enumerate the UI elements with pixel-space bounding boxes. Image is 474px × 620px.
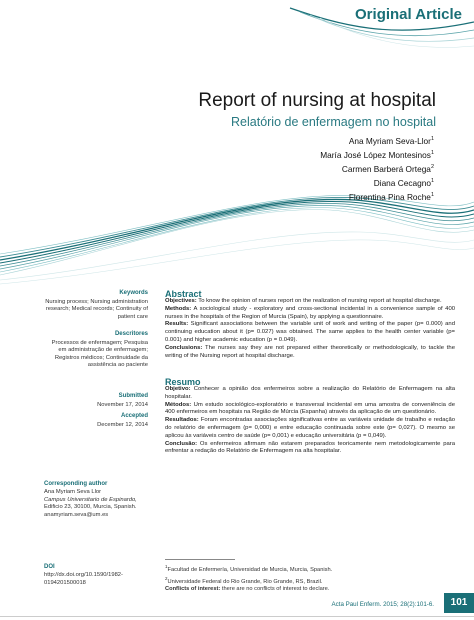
doi-link[interactable] — [44, 572, 123, 587]
author-entry — [320, 133, 434, 147]
keywords-line: patient care — [117, 313, 148, 320]
keywords-heading: Keywords — [119, 290, 148, 296]
corresponding-author-details — [44, 489, 137, 519]
methods-label: Methods: — [165, 305, 192, 312]
results-label: Results: — [165, 321, 189, 328]
conflicts-label: Conflicts of interest: — [165, 586, 221, 593]
abstract-conclusions — [165, 345, 455, 361]
article-type-label: Original Article — [355, 6, 462, 23]
page-number: 101 — [444, 593, 474, 613]
footnote-item — [165, 563, 332, 575]
author-name: Ana Myriam Seva-Llor — [348, 135, 431, 146]
footnote-divider — [165, 559, 235, 560]
doi-heading: DOI — [44, 564, 55, 570]
resumo-body — [165, 386, 455, 456]
descritores-line: Registros médicos; Continuidade da — [54, 354, 148, 361]
descritores-heading: Descritores — [114, 331, 148, 337]
objectives-label: Objectives: — [165, 298, 197, 304]
resumo-conclusao — [165, 441, 455, 457]
resumo-heading: Resumo — [165, 377, 201, 387]
abstract-heading: Abstract — [165, 289, 202, 299]
abstract-methods — [165, 306, 455, 322]
submitted-date: November 17, 2014 — [97, 401, 148, 408]
descritores-line: assistência ao paciente — [87, 362, 148, 368]
footnotes — [165, 563, 332, 594]
submitted-block — [6, 393, 148, 409]
conclusao-text: Os enfermeiros afirmam não estarem preparados teoricamente nem metodologicamente para enfrentar a redação do Relatório de Enfermagem na alta hospitalar. — [165, 440, 455, 455]
conclusions-label: Conclusions: — [165, 344, 203, 351]
author-name: Carmen Barberá Ortega — [341, 163, 431, 174]
objetivo-text: Conhecer a opinião dos enfermeiros sobre a realização do Relatório de Enfermagem na alta hospitalar. — [165, 386, 455, 400]
article-title: Report of nursing at hospital — [198, 90, 436, 111]
doi-line: 0194201500018 — [44, 579, 86, 586]
resultados-text: Foram encontradas associações significativas entre as variáveis unidade de trabalho e redação do relatório de enfermagem (p= 0,000) e entre educação continuada sobre este (p= 0,027). O mesmo se aplicou às variáveis centro de saúde (p= 0,001) e educação universitária (p = 0,049). — [165, 417, 455, 439]
metodos-text: Um estudo sociológico-exploratório e transversal incidental em uma amostra de conveniência de 400 enfermeiros em hospitais na Região de Múrcia (Espanha) através da aplicação de um questionário. — [165, 401, 455, 416]
corresponding-line: Campus Universitario de Espinardo, — [44, 496, 137, 503]
resultados-label: Resultados: — [165, 417, 199, 424]
submitted-heading: Submitted — [118, 393, 148, 399]
author-entry — [320, 147, 434, 161]
affiliation-marker: 1 — [430, 191, 434, 198]
author-name: María José López Montesinos — [320, 149, 431, 160]
corresponding-line: Edificio 23, 30100, Murcia, Spanish. — [44, 504, 137, 511]
footnote-text: Universidade Federal do Rio Grande, Rio Grande, RS, Brazil. — [167, 578, 323, 585]
resumo-objetivo — [165, 386, 455, 402]
doi-line: http://dx.doi.org/10.1590/1982- — [44, 572, 123, 578]
footnote-marker: 2 — [165, 575, 168, 581]
author-entry — [320, 189, 434, 203]
author-list — [320, 133, 434, 203]
affiliation-marker: 1 — [430, 136, 434, 142]
results-text: Significant associations between the variable unit of work and writing of the paper (p= 0.000) and continuing education about it (p= 0.027) was obtained. The same applies to the health center variable (p= 0.001) and higher academic education (p = 0.049). — [165, 321, 455, 343]
author-entry — [320, 161, 434, 175]
methods-text: A sociological study - exploratory and cross-sectional incidental in a convenience sample of 400 nurses in the hospitals of the Region of Murcia (Spain), by applying a questionnaire. — [165, 305, 455, 320]
descritores-block — [6, 331, 148, 370]
descritores-line: Processos de enfermagem; Pesquisa — [51, 339, 148, 346]
corresponding-email[interactable]: anamyriam.seva@um.es — [44, 511, 109, 518]
keywords-line: Nursing process; Nursing administration — [45, 298, 148, 305]
affiliation-marker: 1 — [430, 149, 434, 156]
conclusions-text: The nurses say they are not prepared either theoretically or methodologically, to tackle the writing of the Nursing report at hospital discharge. — [165, 344, 455, 359]
resumo-resultados — [165, 417, 455, 440]
article-subtitle: Relatório de enfermagem no hospital — [231, 115, 436, 129]
affiliation-marker: 1 — [430, 177, 434, 184]
conclusao-label: Conclusão: — [165, 440, 198, 447]
keywords-block — [6, 290, 148, 321]
objetivo-label: Objetivo: — [165, 386, 191, 392]
conflicts-statement — [165, 586, 332, 594]
objectives-text: To know the opinion of nurses report on the realization of nursing report at hospital discharge. — [196, 298, 442, 304]
corresponding-author-heading: Corresponding author — [44, 481, 108, 487]
footnote-item — [165, 575, 332, 587]
journal-citation: Acta Paul Enferm. 2015; 28(2):101-6. — [331, 601, 434, 608]
metodos-label: Métodos: — [165, 401, 192, 408]
author-name: Diana Cecagno — [373, 177, 431, 188]
resumo-metodos — [165, 402, 455, 418]
bottom-rule — [0, 616, 474, 617]
footnote-marker: 1 — [165, 564, 168, 569]
accepted-block — [6, 413, 148, 429]
abstract-body — [165, 298, 455, 360]
corresponding-line: Ana Myriam Seva Llor — [44, 489, 102, 495]
abstract-objectives — [165, 298, 455, 306]
affiliation-marker: 2 — [430, 163, 434, 170]
abstract-results — [165, 321, 455, 344]
keywords-line: research; Medical records; Continuity of — [45, 306, 148, 312]
author-name: Florentina Pina Roche — [348, 191, 431, 202]
accepted-heading: Accepted — [120, 413, 148, 419]
author-entry — [320, 175, 434, 189]
footnote-text: Facultad de Enfermería, Universidad de Murcia, Murcia, Spanish. — [167, 566, 333, 573]
accepted-date: December 12, 2014 — [97, 421, 148, 428]
descritores-line: em administração de enfermagem; — [58, 347, 148, 353]
conflicts-text: there are no conflicts of interest to declare. — [220, 586, 330, 593]
